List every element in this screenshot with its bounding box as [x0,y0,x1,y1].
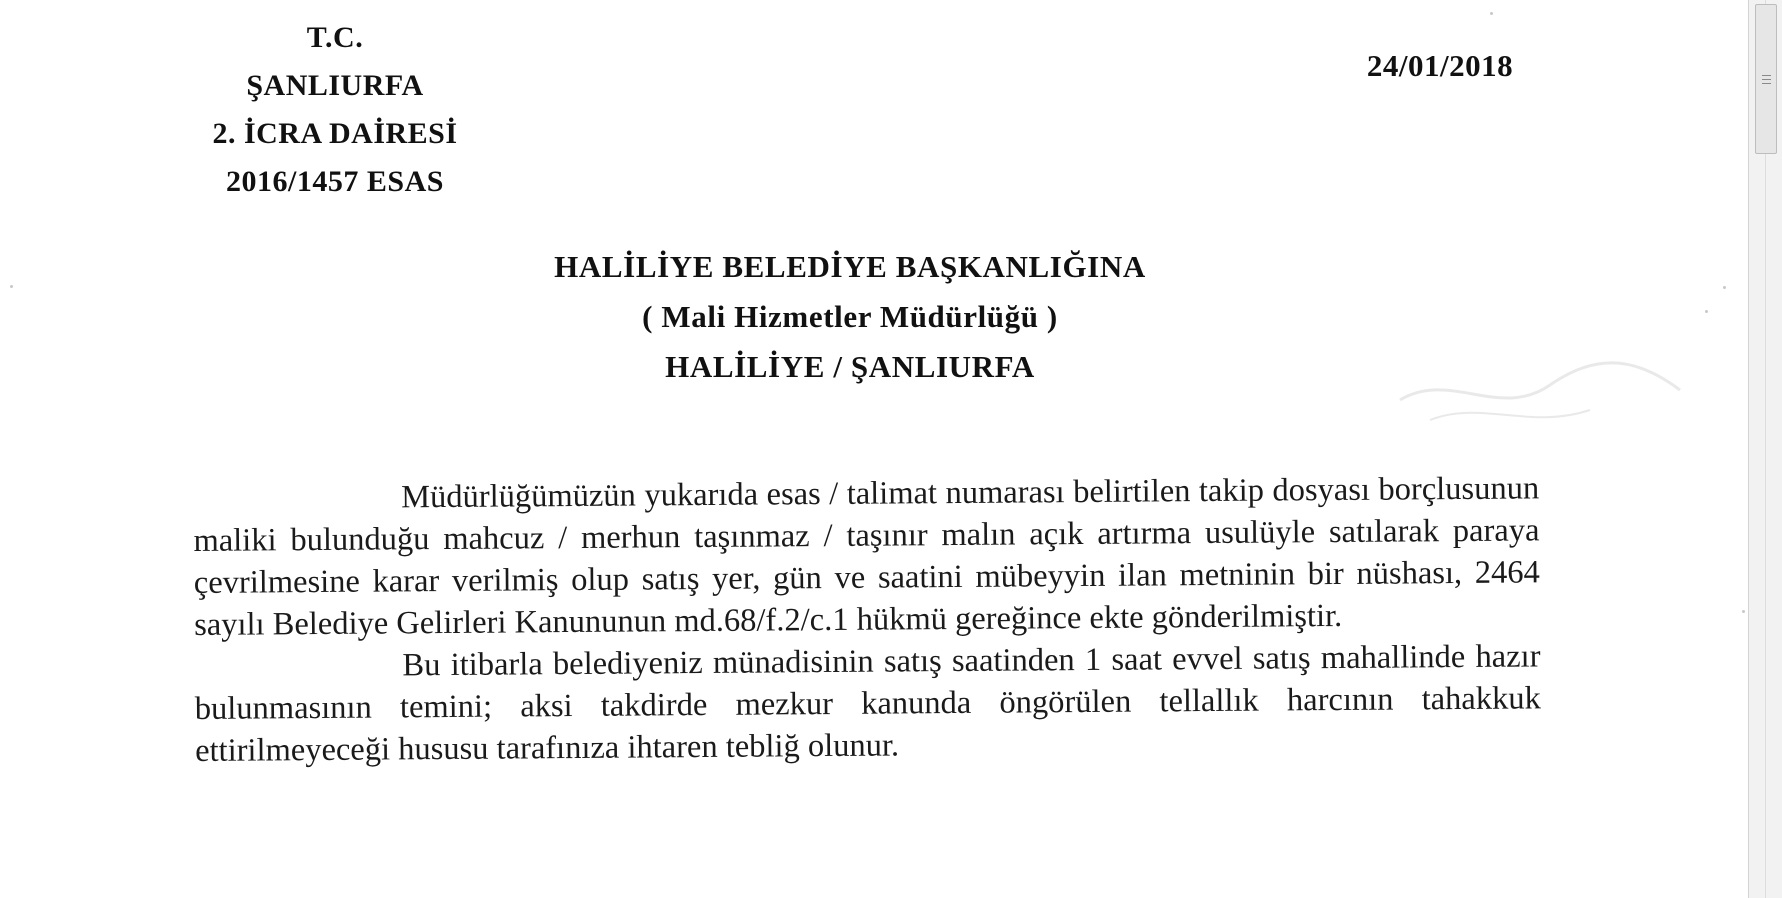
header-line-city: ŞANLIURFA [246,69,424,102]
letter-body [193,467,1541,772]
vertical-scrollbar[interactable] [1748,0,1782,898]
recipient-block [430,242,1270,392]
court-header [170,14,500,206]
scan-speck [10,285,13,288]
body-paragraph: Müdürlüğümüzün yukarıda esas / talimat numarası belirtilen takip dosyası borçlusunun maliki bulunduğu mahcuz / merhun taşınmaz / taşınır malın açık artırma usulüyle satılarak paraya çevrilmesine karar verilmiş olup satış yer, gün ve saatini mübeyyin ilan metninin bir nüshası, 2464 sayılı Belediye Gelirleri Kanununun md.68/f.2/c.1 hükmü gereğince ekte gönderilmiştir. [193,470,1540,643]
scrollbar-thumb[interactable] [1755,4,1777,154]
recipient-line-institution: HALİLİYE BELEDİYE BAŞKANLIĞINA [554,249,1146,284]
header-line-case-number: 2016/1457 ESAS [226,165,444,198]
recipient-line-department: ( Mali Hizmetler Müdürlüğü ) [642,299,1058,334]
scan-speck [1742,610,1745,613]
grip-line-icon [1762,79,1771,80]
scan-speck [1723,286,1726,289]
faint-scan-artifact [1390,330,1690,440]
header-line-republic: T.C. [306,21,364,54]
grip-line-icon [1762,83,1771,84]
scan-speck [1705,310,1708,313]
scan-speck [1490,12,1493,15]
body-paragraph: Bu itibarla belediyeniz münadisinin satış saatinden 1 saat evvel satış mahallinde hazır bulunmasının temini; aksi takdirde mezkur kanunda öngörülen tellallık harcının tahakkuk ettirilmeyeceği hususu tarafınıza ihtaren tebliğ olunur. [194,638,1541,769]
header-line-office: 2. İCRA DAİRESİ [212,117,458,150]
document-date: 24/01/2018 [1366,48,1514,83]
grip-line-icon [1762,75,1771,76]
recipient-line-location: HALİLİYE / ŞANLIURFA [665,349,1035,384]
